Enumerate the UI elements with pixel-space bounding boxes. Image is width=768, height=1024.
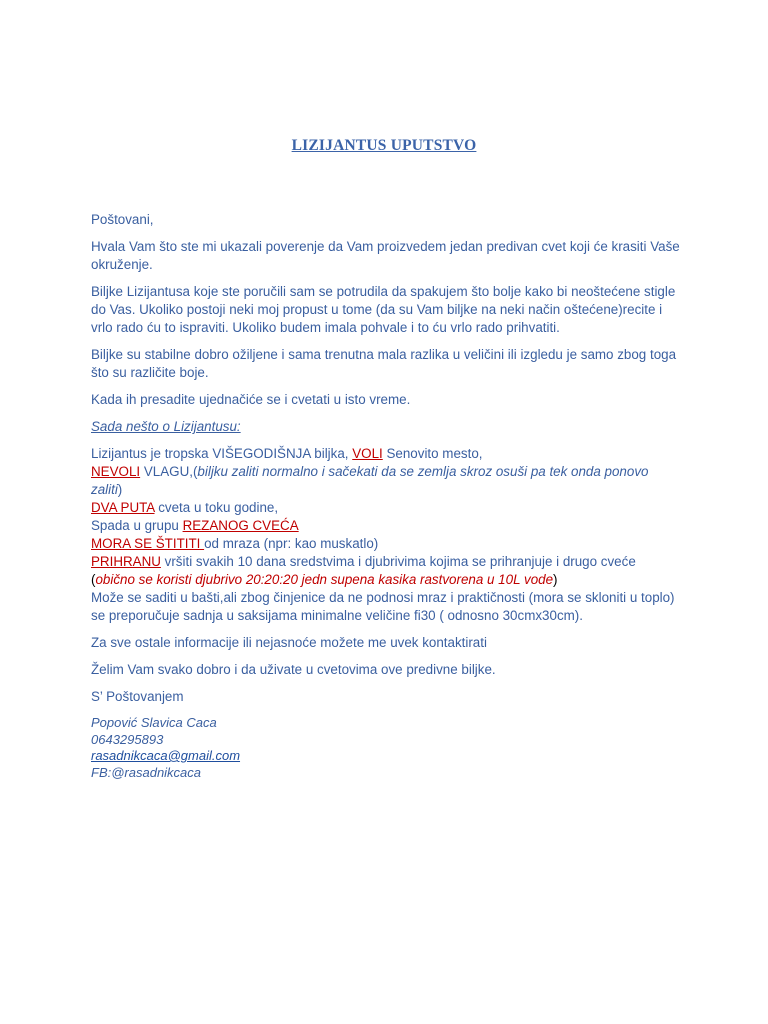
signature-block <box>91 715 681 781</box>
greeting: Poštovani, <box>91 212 154 227</box>
closing: S’ Poštovanjem <box>91 689 184 704</box>
care-line-feeding <box>91 553 681 571</box>
section-subtitle: Sada nešto o Lizijantusu: <box>91 419 241 434</box>
emphasis-rezanog-cveca: REZANOG CVEĆA <box>182 518 299 533</box>
care-text: od mraza (npr: kao muskatlo) <box>204 536 379 551</box>
care-line-planting: Može se saditi u bašti,ali zbog činjenice da ne podnosi mraz i praktičnosti (mora se skloniti u toplo) se preporučuje sadnja u saksijama minimalne veličine fi30 ( odnosno 30cmx30cm). <box>91 590 675 623</box>
document-body <box>91 211 681 781</box>
care-line-group <box>91 517 681 535</box>
care-text: Spada u grupu <box>91 518 183 533</box>
emphasis-dva-puta: DVA PUTA <box>91 500 155 515</box>
paren-close: ) <box>553 572 558 587</box>
signature-phone: 0643295893 <box>91 731 164 747</box>
care-line-frost <box>91 535 681 553</box>
emphasis-nevoli: NEVOLI <box>91 464 141 479</box>
paren-open: ( <box>91 572 96 587</box>
emphasis-prihranu: PRIHRANU <box>91 554 161 569</box>
care-line-perennial <box>91 445 681 463</box>
document-title: LIZIJANTUS UPUTSTVO <box>291 137 477 154</box>
fertilizer-note: obično se koristi djubrivo 20:20:20 jedn supena kasika rastvorena u 10L vode <box>95 572 554 587</box>
care-info-block <box>91 445 681 625</box>
care-text: Senovito mesto, <box>382 446 483 461</box>
care-text: ) <box>117 482 123 497</box>
care-text: cveta u toku godine, <box>154 500 279 515</box>
care-line-fertilizer <box>91 571 681 589</box>
paragraph-thanks: Hvala Vam što ste mi ukazali poverenje da Vam proizvedem jedan predivan cvet koji će krasiti Vaše okruženje. <box>91 239 680 272</box>
paragraph-transplant: Kada ih presadite ujednačiće se i cvetati u isto vreme. <box>91 392 411 407</box>
signature-facebook: FB:@rasadnikcaca <box>91 764 202 780</box>
paragraph-plants: Biljke su stabilne dobro ožiljene i sama trenutna mala razlika u veličini ili izgledu je samo zbog toga što su različite boje. <box>91 347 677 380</box>
care-text: vršiti svakih 10 dana sredstvima i djubrivima kojima se prihranjuje i drugo cveće <box>160 554 636 569</box>
paragraph-wishes: Želim Vam svako dobro i da uživate u cvetovima ove predivne biljke. <box>91 662 496 677</box>
signature-name: Popović Slavica Caca <box>91 715 217 730</box>
care-text: VLAGU,( <box>140 464 198 479</box>
care-text: Lizijantus je tropska VIŠEGODIŠNJA biljka, <box>91 446 353 461</box>
care-line-moisture <box>91 463 681 499</box>
emphasis-voli: VOLI <box>352 446 383 461</box>
emphasis-mora-se-stititi: MORA SE ŠTITITI <box>91 536 205 551</box>
care-line-blooming <box>91 499 681 517</box>
watering-note: biljku zaliti normalno i sačekati da se zemlja skroz osuši pa tek onda ponovo zaliti <box>91 464 649 497</box>
signature-email-link[interactable]: rasadnikcaca@gmail.com <box>91 748 241 763</box>
paragraph-packaging: Biljke Lizijantusa koje ste poručili sam se potrudila da spakujem što bolje kako bi neoštećene stigle do Vas. Ukoliko postoji neki moj propust u tome (da su Vam biljke na neki način oštećene)recite i vrlo rado ću to ispraviti. Ukoliko budem imala pohvale i to ću vrlo rado prihvatiti. <box>91 284 676 335</box>
paragraph-contact: Za sve ostale informacije ili nejasnoće možete me uvek kontaktirati <box>91 635 487 650</box>
